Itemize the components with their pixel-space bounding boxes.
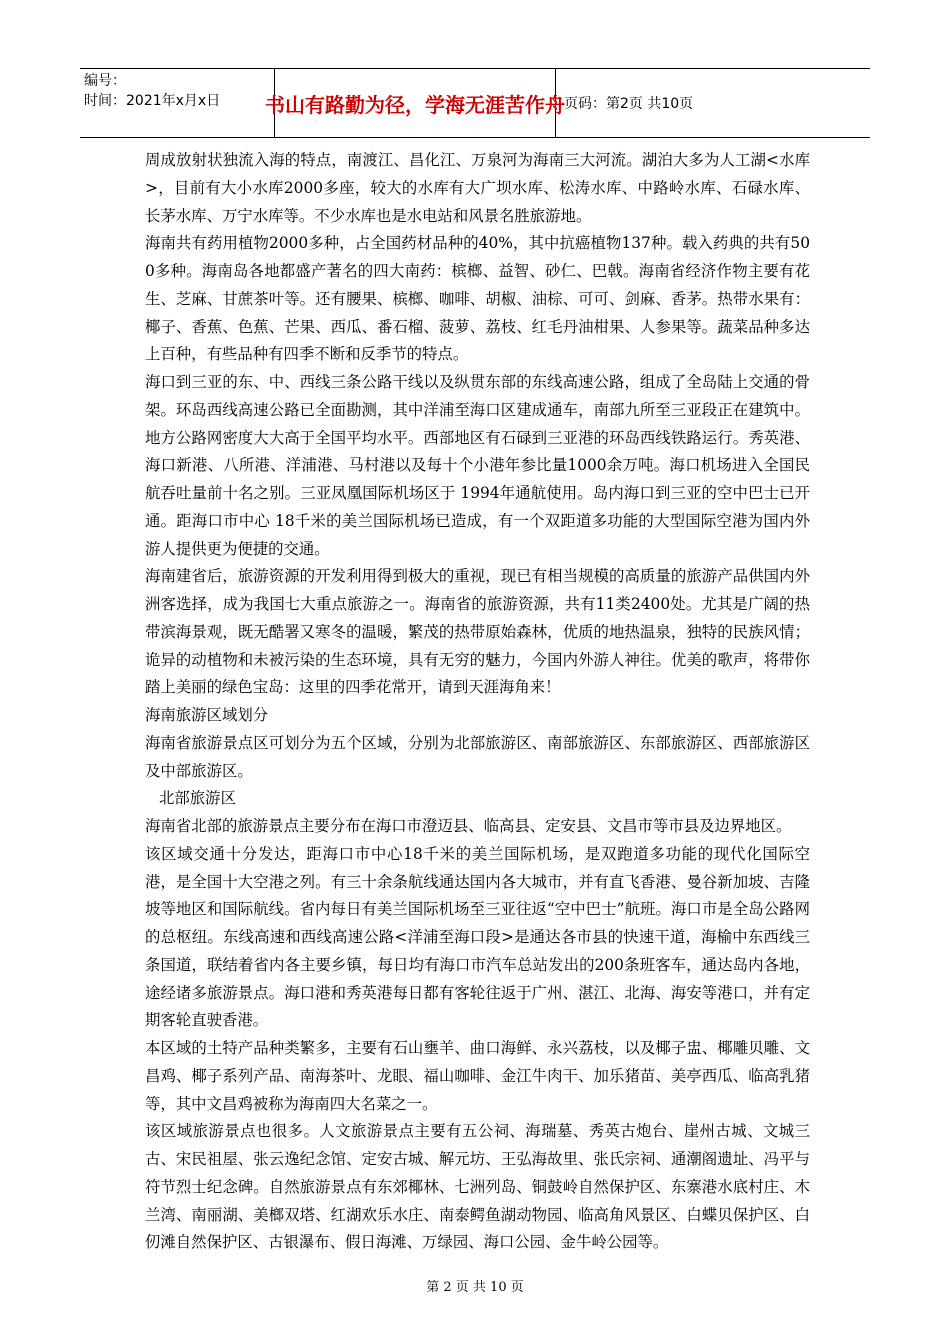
header-left: [84, 71, 220, 111]
header-page-info: 页码：第2页 共10页: [564, 96, 694, 112]
paragraph: 海南建省后，旅游资源的开发利用得到极大的重视，现已有相当规模的高质量的旅游产品供国内外洲客选择，成为我国七大重点旅游之一。海南省的旅游资源，共有11类2400处。尤其是广阔的热带滨海景观，既无酷署又寒冬的温暖，繁茂的热带原始森林，优质的地热温泉，独特的民族风情；诡异的动植物和未被污染的生态环境，具有无穷的魅力，今国内外游人神往。优美的歌声，将带你踏上美丽的绿色宝岛：这里的四季花常开，请到天涯海角来！: [145, 567, 810, 697]
header-motto: 书山有路勤为径，学海无涯苦作舟: [274, 69, 556, 137]
document-number-label: 编号：: [84, 73, 126, 89]
date-label: 时间：2021年x月x日: [84, 93, 221, 109]
paragraph: 海南省北部的旅游景点主要分布在海口市澄迈县、临高县、定安县、文昌市等市县及边界地区。: [145, 817, 792, 835]
paragraph: 海南共有药用植物2000多种，占全国药材品种的40%，其中抗癌植物137种。载入药典的共有500多种。海南岛各地都盛产著名的四大南药：槟榔、益智、砂仁、巴戟。海南省经济作物主要有花生、芝麻、甘蔗茶叶等。还有腰果、槟榔、咖啡、胡椒、油棕、可可、剑麻、香茅。热带水果有：椰子、香蕉、色蕉、芒果、西瓜、番石榴、菠萝、荔枝、红毛丹油柑果、人参果等。蔬菜品种多达上百种，有些品种有四季不断和反季节的特点。: [145, 234, 810, 364]
document-body: [145, 147, 810, 1257]
subsection-heading: 北部旅游区: [159, 789, 236, 808]
paragraph: 本区域的土特产品种类繁多，主要有石山壅羊、曲口海鲜、永兴荔枝，以及椰子盅、椰雕贝雕、文昌鸡、椰子系列产品、南海茶叶、龙眼、福山咖啡、金江牛肉干、加乐猪苗、美亭西瓜、临高乳猪等，其中文昌鸡被称为海南四大名菜之一。: [145, 1039, 810, 1113]
paragraph: 海口到三亚的东、中、西线三条公路干线以及纵贯东部的东线高速公路，组成了全岛陆上交通的骨架。环岛西线高速公路已全面勘测，其中洋浦至海口区建成通车，南部九所至三亚段正在建筑中。地方公路网密度大大高于全国平均水平。西部地区有石碌到三亚港的环岛西线铁路运行。秀英港、海口新港、八所港、洋浦港、马村港以及每十个小港年参比量1000余万吨。海口机场进入全国民航吞吐量前十名之别。三亚凤凰国际机场区于 1994年通航使用。岛内海口到三亚的空中巴士已开通。距海口市中心 18千米的美兰国际机场已造成，有一个双距道多功能的大型国际空港为国内外游人提供更为便捷的交通。: [145, 373, 810, 558]
paragraph: 该区域交通十分发达，距海口市中心18千米的美兰国际机场，是双跑道多功能的现代化国际空港，是全国十大空港之列。有三十余条航线通达国内各大城市，并有直飞香港、曼谷新加坡、吉隆坡等地区和国际航线。省内每日有美兰国际机场至三亚往返“空中巴士”航班。海口市是全岛公路网的总枢纽。东线高速和西线高速公路<洋浦至海口段>是通达各市县的快速干道，海榆中东西线三条国道，联结着省内各主要乡镇，每日均有海口市汽车总站发出的200条班客车，通达岛内各地，途经诸多旅游景点。海口港和秀英港每日都有客轮往返于广州、湛江、北海、海安等港口，并有定期客轮直驶香港。: [145, 844, 810, 1030]
page-header: [80, 68, 870, 138]
page-footer: 第 2 页 共 10 页: [426, 1280, 524, 1295]
paragraph: 该区域旅游景点也很多。人文旅游景点主要有五公祠、海瑞墓、秀英古炮台、崖州古城、文城三古、宋民祖屋、张云逸纪念馆、定安古城、解元坊、王弘海故里、张氏宗祠、通潮阁遗址、冯平与符节烈士纪念碑。自然旅游景点有东郊椰林、七洲列岛、铜鼓岭自然保护区、东寨港水底村庄、木兰湾、南丽湖、美榔双塔、红湖欢乐水庄、南泰鳄鱼湖动物园、临高角风景区、白蝶贝保护区、白仞滩自然保护区、古银瀑布、假日海滩、万绿园、海口公园、金牛岭公园等。: [145, 1122, 810, 1252]
section-heading: 海南旅游区域划分: [145, 706, 269, 724]
paragraph: 周成放射状独流入海的特点，南渡江、昌化江、万泉河为海南三大河流。湖泊大多为人工湖<水库>，目前有大小水库2000多座，较大的水库有大广坝水库、松涛水库、中路岭水库、石碌水库、长茅水库、万宁水库等。不少水库也是水电站和风景名胜旅游地。: [145, 151, 810, 225]
paragraph: 海南省旅游景点区可划分为五个区域，分别为北部旅游区、南部旅游区、东部旅游区、西部旅游区及中部旅游区。: [145, 733, 810, 780]
